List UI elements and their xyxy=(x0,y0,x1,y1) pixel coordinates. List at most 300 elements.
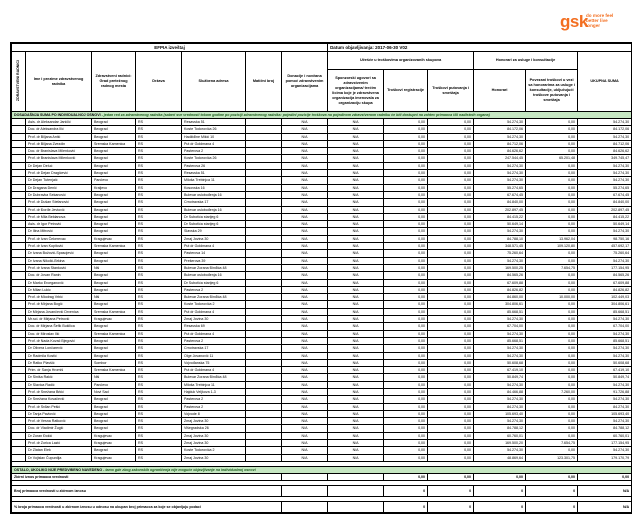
cell-fees: 84.466,88 xyxy=(474,388,526,395)
cell-total: 54.274,30 xyxy=(578,177,632,184)
cell-sponsorship: N/A xyxy=(328,352,384,359)
cell-country: RS xyxy=(136,148,182,155)
cell-name: Prof. dr Mila Bełdanova xyxy=(26,213,92,220)
cell-address: Dr Subotića starijeg 6 xyxy=(182,221,246,228)
cell-travel: 0,00 xyxy=(428,374,474,381)
cell-sponsorship: N/A xyxy=(328,162,384,169)
header-city: Zdravstveni radnici: Grad pretežnog radnog mesta xyxy=(92,52,136,112)
cell-travel: 0,00 xyxy=(428,228,474,235)
cell-travel: 0,00 xyxy=(428,257,474,264)
cell-city: Niš xyxy=(92,264,136,271)
cell-id xyxy=(246,440,282,447)
table-row xyxy=(12,279,632,286)
cell-address: Višegradska 26 xyxy=(182,425,246,432)
cell-donations: N/A xyxy=(282,352,328,359)
cell-name: Dr Mirjana Jovančević Drvenica xyxy=(26,308,92,315)
table-row xyxy=(12,243,632,250)
cell-country: RS xyxy=(136,133,182,140)
cell-city: Beograd xyxy=(92,396,136,403)
cell-id xyxy=(246,381,282,388)
section2-desc: tamo gde zbog zakonskih ograničenja nije moguće objavljivanje na individualnoj osnovi xyxy=(105,467,256,472)
cell-related: 10.000,00 xyxy=(526,294,578,301)
cell-address: Zmaj Jovina 30 xyxy=(182,235,246,242)
cell-sponsorship: N/A xyxy=(328,264,384,271)
cell-related: 0,00 xyxy=(526,184,578,191)
cell-country: RS xyxy=(136,345,182,352)
header-country: Država xyxy=(136,52,182,112)
header-donations: Donacije i novčana pomoć zdravstvenim organizacijama xyxy=(282,52,328,112)
cell-sponsorship: N/A xyxy=(328,279,384,286)
cell-registration: 0,00 xyxy=(384,272,428,279)
cell-registration: 0,00 xyxy=(384,418,428,425)
cell-address: Pasterova 14 xyxy=(182,250,246,257)
cell-sponsorship: N/A xyxy=(328,133,384,140)
cell-total: 91.726,88 xyxy=(578,388,632,395)
header-fees: Honorari xyxy=(474,70,526,112)
cell-name: Asis. dr Igor Petrović xyxy=(26,221,92,228)
cell-fees: 54.274,30 xyxy=(474,170,526,177)
cell-travel: 0,00 xyxy=(428,162,474,169)
cell-travel: 0,00 xyxy=(428,184,474,191)
cell-country: RS xyxy=(136,316,182,323)
cell-related: 0,00 xyxy=(526,140,578,147)
table-row xyxy=(12,257,632,264)
cell-donations: N/A xyxy=(282,177,328,184)
cell-registration: 0,00 xyxy=(384,367,428,374)
cell-donations: N/A xyxy=(282,396,328,403)
cell-donations: N/A xyxy=(282,359,328,366)
cell-donations: N/A xyxy=(282,119,328,126)
cell-related: 0,00 xyxy=(526,221,578,228)
cell-country: RS xyxy=(136,440,182,447)
cell-city: Beograd xyxy=(92,447,136,454)
cell-city: Sremska Kamenica xyxy=(92,330,136,337)
cell-sponsorship: N/A xyxy=(328,148,384,155)
cell-total: 304.806,61 xyxy=(578,301,632,308)
cell-related: 0,00 xyxy=(526,206,578,213)
cell-fees: 54.274,30 xyxy=(474,418,526,425)
cell-related: 0,00 xyxy=(526,177,578,184)
cell-fees: 75.260,64 xyxy=(474,250,526,257)
gsk-logo xyxy=(560,12,622,34)
cell-city: Pančevo xyxy=(92,177,136,184)
cell-travel: 0,00 xyxy=(428,213,474,220)
cell-travel: 0,00 xyxy=(428,119,474,126)
cell-address: Pasterova 2 xyxy=(182,148,246,155)
cell-registration: 0,00 xyxy=(384,301,428,308)
cell-country: RS xyxy=(136,286,182,293)
cell-related: 0,00 xyxy=(526,418,578,425)
cell-city: Beograd xyxy=(92,148,136,155)
cell-registration: 0,00 xyxy=(384,119,428,126)
cell-registration: 0,00 xyxy=(384,279,428,286)
cell-total: 54.274,30 xyxy=(578,228,632,235)
publication-date: Datum objavljivanja: 2017-06-30 V02 xyxy=(328,44,632,52)
cell-address: Zmaj Jovina 30 xyxy=(182,432,246,439)
cell-travel: 0,00 xyxy=(428,221,474,228)
table-row xyxy=(12,235,632,242)
cell-country: RS xyxy=(136,199,182,206)
cell-address: Put dr Goldmana 4 xyxy=(182,308,246,315)
cell-related: 0,00 xyxy=(526,228,578,235)
cell-id xyxy=(246,264,282,271)
table-row xyxy=(12,440,632,447)
cell-registration: 0,00 xyxy=(384,213,428,220)
cell-id xyxy=(246,206,282,213)
cell-sponsorship: N/A xyxy=(328,177,384,184)
cell-name: Prof. dr Nada Kovač Bjegović xyxy=(26,337,92,344)
cell-registration: 0,00 xyxy=(384,396,428,403)
cell-registration: 0,00 xyxy=(384,432,428,439)
table-row xyxy=(12,367,632,374)
cell-address: Bulevar oslobođenja 16 xyxy=(182,191,246,198)
table-row xyxy=(12,323,632,330)
cell-address: Vojvođanska 75 xyxy=(182,359,246,366)
cell-id xyxy=(246,374,282,381)
cell-fees: 67.419,10 xyxy=(474,367,526,374)
cell-travel: 0,00 xyxy=(428,381,474,388)
cell-registration: 0,00 xyxy=(384,440,428,447)
cell-donations: N/A xyxy=(282,148,328,155)
cell-registration: 0,00 xyxy=(384,191,428,198)
cell-donations: N/A xyxy=(282,330,328,337)
table-row xyxy=(12,155,632,162)
cell-fees: 54.274,30 xyxy=(474,316,526,323)
table-row xyxy=(12,119,632,126)
cell-city: Beograd xyxy=(92,170,136,177)
cell-country: RS xyxy=(136,308,182,315)
aggregate-related: 0,00 xyxy=(526,473,578,480)
table-row xyxy=(12,374,632,381)
cell-total: 67.674,45 xyxy=(578,191,632,198)
cell-city: Kragujevac xyxy=(92,235,136,242)
cell-donations: N/A xyxy=(282,235,328,242)
cell-sponsorship: N/A xyxy=(328,243,384,250)
cell-city: Beograd xyxy=(92,403,136,410)
cell-address: Kosovska 16 xyxy=(182,184,246,191)
cell-name: Dr Ratko Plavšić xyxy=(26,359,92,366)
cell-name: Prof. dr Dušan Stefanović xyxy=(26,199,92,206)
cell-total: 67.419,10 xyxy=(578,367,632,374)
count-fees: 0 xyxy=(474,486,526,497)
cell-address: Olge Jovanović 11 xyxy=(182,352,246,359)
cell-sponsorship: N/A xyxy=(328,374,384,381)
cell-sponsorship: N/A xyxy=(328,206,384,213)
cell-sponsorship: N/A xyxy=(328,381,384,388)
cell-related: 0,00 xyxy=(526,374,578,381)
cell-city: Beograd xyxy=(92,206,136,213)
cell-travel: 0,00 xyxy=(428,454,474,461)
cell-address: Slavska 29 xyxy=(182,228,246,235)
cell-sponsorship: N/A xyxy=(328,316,384,323)
cell-sponsorship: N/A xyxy=(328,367,384,374)
cell-city: Beograd xyxy=(92,286,136,293)
count-related: 0 xyxy=(526,486,578,497)
table-row xyxy=(12,359,632,366)
cell-related: 7.654,75 xyxy=(526,440,578,447)
cell-registration: 0,00 xyxy=(384,140,428,147)
cell-related: 0,00 xyxy=(526,345,578,352)
cell-name: Dr Dubravka Sekanović xyxy=(26,191,92,198)
percent-related: 0 xyxy=(526,502,578,513)
cell-fees: 60.760,01 xyxy=(474,432,526,439)
table-row xyxy=(12,301,632,308)
cell-travel: 0,00 xyxy=(428,140,474,147)
report-table xyxy=(11,43,632,513)
cell-fees: 55.274,65 xyxy=(474,184,526,191)
header-related: Povezani troškovi u vezi sa honorarima za usluge i konsultacije, uključujući troškove putovanja i smeštaja xyxy=(526,70,578,112)
cell-related: 0,00 xyxy=(526,308,578,315)
cell-travel: 0,00 xyxy=(428,323,474,330)
header-col1: ZDRAVSTVENI RADNICI xyxy=(12,52,26,112)
cell-related: 0,00 xyxy=(526,352,578,359)
cell-total: 50.849,74 xyxy=(578,374,632,381)
cell-total: 54.274,30 xyxy=(578,162,632,169)
cell-donations: N/A xyxy=(282,140,328,147)
cell-donations: N/A xyxy=(282,308,328,315)
cell-total: 54.274,30 xyxy=(578,133,632,140)
table-row xyxy=(12,191,632,198)
cell-address: Resavska 69 xyxy=(182,323,246,330)
aggregate-fees: 0,00 xyxy=(474,473,526,480)
cell-fees: 84.712,06 xyxy=(474,140,526,147)
cell-country: RS xyxy=(136,155,182,162)
cell-registration: 0,00 xyxy=(384,454,428,461)
cell-country: RS xyxy=(136,184,182,191)
cell-registration: 0,00 xyxy=(384,337,428,344)
cell-id xyxy=(246,250,282,257)
cell-name: Dr Milan Lukic xyxy=(26,286,92,293)
cell-total: 55.274,65 xyxy=(578,184,632,191)
cell-donations: N/A xyxy=(282,337,328,344)
cell-fees: 247.544,45 xyxy=(474,155,526,162)
cell-fees: 54.274,30 xyxy=(474,381,526,388)
cell-id xyxy=(246,126,282,133)
cell-travel: 0,00 xyxy=(428,279,474,286)
cell-fees: 84.840,00 xyxy=(474,199,526,206)
cell-sponsorship: N/A xyxy=(328,294,384,301)
cell-sponsorship: N/A xyxy=(328,330,384,337)
section2-label: OSTALO, UKOLIKO NIJE PREDVIĐENO NAVEDENO xyxy=(14,467,103,472)
cell-sponsorship: N/A xyxy=(328,221,384,228)
cell-id xyxy=(246,301,282,308)
cell-fees: 48.869,64 xyxy=(474,454,526,461)
cell-total: 84.840,00 xyxy=(578,199,632,206)
cell-sponsorship: N/A xyxy=(328,359,384,366)
cell-id xyxy=(246,272,282,279)
cell-id xyxy=(246,316,282,323)
cell-address: Pasterova 2 xyxy=(182,403,246,410)
cell-city: Beograd xyxy=(92,126,136,133)
cell-address: Bulevar Zorana Đinđića 48 xyxy=(182,374,246,381)
cell-donations: N/A xyxy=(282,133,328,140)
cell-country: RS xyxy=(136,323,182,330)
cell-id xyxy=(246,425,282,432)
cell-country: RS xyxy=(136,257,182,264)
cell-country: RS xyxy=(136,170,182,177)
cell-country: RS xyxy=(136,388,182,395)
cell-name: Dr Olivera Lončarević xyxy=(26,345,92,352)
table-row xyxy=(12,272,632,279)
cell-travel: 0,00 xyxy=(428,425,474,432)
cell-donations: N/A xyxy=(282,206,328,213)
cell-id xyxy=(246,221,282,228)
cell-registration: 0,00 xyxy=(384,294,428,301)
cell-registration: 0,00 xyxy=(384,447,428,454)
cell-id xyxy=(246,432,282,439)
cell-id xyxy=(246,228,282,235)
header-sponsorship: Sponzorski ugovori sa zdravstvenim organizacijama/ trećim licima koje je zdravstvena organizacija imenovala za organizaciju skupa xyxy=(328,70,384,112)
cell-id xyxy=(246,286,282,293)
cell-registration: 0,00 xyxy=(384,403,428,410)
cell-related: 0,00 xyxy=(526,162,578,169)
cell-id xyxy=(246,359,282,366)
cell-city: Sombor xyxy=(92,359,136,366)
cell-travel: 0,00 xyxy=(428,432,474,439)
cell-travel: 0,00 xyxy=(428,148,474,155)
cell-total: 84.826,82 xyxy=(578,286,632,293)
cell-total: 179.170,79 xyxy=(578,454,632,461)
cell-total: 105.693,40 xyxy=(578,410,632,417)
cell-name: Prof. dr Srđan Pešić xyxy=(26,403,92,410)
cell-sponsorship: N/A xyxy=(328,345,384,352)
cell-sponsorship: N/A xyxy=(328,257,384,264)
cell-address: Crnotravska 17 xyxy=(182,345,246,352)
cell-sponsorship: N/A xyxy=(328,213,384,220)
cell-city: Kraljevo xyxy=(92,184,136,191)
cell-fees: 67.704,00 xyxy=(474,323,526,330)
cell-id xyxy=(246,323,282,330)
cell-sponsorship: N/A xyxy=(328,454,384,461)
cell-travel: 0,00 xyxy=(428,388,474,395)
cell-donations: N/A xyxy=(282,454,328,461)
cell-name: Prof. dr Biljana Zvezdin xyxy=(26,140,92,147)
cell-country: RS xyxy=(136,410,182,417)
cell-donations: N/A xyxy=(282,170,328,177)
cell-sponsorship: N/A xyxy=(328,272,384,279)
cell-registration: 0,00 xyxy=(384,155,428,162)
cell-donations: N/A xyxy=(282,272,328,279)
cell-donations: N/A xyxy=(282,432,328,439)
cell-country: RS xyxy=(136,367,182,374)
cell-fees: 54.274,30 xyxy=(474,228,526,235)
cell-related: 0,00 xyxy=(526,323,578,330)
cell-city: Beograd xyxy=(92,133,136,140)
cell-city: Sremska Kamenica xyxy=(92,243,136,250)
cell-total: 54.274,30 xyxy=(578,418,632,425)
cell-travel: 0,00 xyxy=(428,294,474,301)
cell-id xyxy=(246,243,282,250)
cell-related: 7.654,75 xyxy=(526,264,578,271)
cell-id xyxy=(246,337,282,344)
cell-city: Beograd xyxy=(92,418,136,425)
cell-city: Beograd xyxy=(92,155,136,162)
cell-sponsorship: N/A xyxy=(328,199,384,206)
cell-related: 0,00 xyxy=(526,425,578,432)
cell-city: Beograd xyxy=(92,119,136,126)
cell-id xyxy=(246,352,282,359)
cell-country: RS xyxy=(136,301,182,308)
cell-address: Put dr Goldmana 4 xyxy=(182,330,246,337)
cell-id xyxy=(246,148,282,155)
cell-address: Zmaj Jovina 30 xyxy=(182,440,246,447)
table-row xyxy=(12,286,632,293)
cell-sponsorship: N/A xyxy=(328,301,384,308)
cell-sponsorship: N/A xyxy=(328,323,384,330)
cell-city: Beograd xyxy=(92,221,136,228)
cell-country: RS xyxy=(136,294,182,301)
cell-id xyxy=(246,367,282,374)
cell-related: 0,00 xyxy=(526,213,578,220)
table-row xyxy=(12,396,632,403)
cell-address: Prešerova 39 xyxy=(182,257,246,264)
cell-country: RS xyxy=(136,425,182,432)
table-row xyxy=(12,425,632,432)
cell-country: RS xyxy=(136,454,182,461)
cell-registration: 0,00 xyxy=(384,235,428,242)
cell-fees: 67.609,88 xyxy=(474,279,526,286)
aggregate-travel: 0,00 xyxy=(428,473,474,480)
cell-travel: 0,00 xyxy=(428,199,474,206)
cell-fees: 50.849,74 xyxy=(474,374,526,381)
cell-city: Beograd xyxy=(92,199,136,206)
count-registration: 0 xyxy=(384,486,428,497)
cell-related: 13.962,04 xyxy=(526,235,578,242)
cell-fees: 169.500,25 xyxy=(474,264,526,271)
cell-country: RS xyxy=(136,374,182,381)
cell-total: 98.750,16 xyxy=(578,235,632,242)
cell-travel: 0,00 xyxy=(428,440,474,447)
cell-address: Bulevar Zorana Đinđića 48 xyxy=(182,264,246,271)
cell-donations: N/A xyxy=(282,213,328,220)
cell-city: Kragujevac xyxy=(92,454,136,461)
cell-sponsorship: N/A xyxy=(328,140,384,147)
cell-city: Kragujevac xyxy=(92,432,136,439)
cell-sponsorship: N/A xyxy=(328,440,384,447)
cell-id xyxy=(246,257,282,264)
cell-total: 54.274,30 xyxy=(578,330,632,337)
cell-sponsorship: N/A xyxy=(328,184,384,191)
cell-sponsorship: N/A xyxy=(328,447,384,454)
cell-registration: 0,00 xyxy=(384,250,428,257)
cell-related: 0,00 xyxy=(526,447,578,454)
cell-sponsorship: N/A xyxy=(328,286,384,293)
cell-related: 0,00 xyxy=(526,432,578,439)
section1-label: DOSADAŠNJA SUMA PO INDIVIDUALNOJ OSNOVI xyxy=(14,113,101,117)
cell-travel: 0,00 xyxy=(428,133,474,140)
table-row xyxy=(12,352,632,359)
cell-address: Koste Todorovića 26 xyxy=(182,155,246,162)
cell-sponsorship: N/A xyxy=(328,228,384,235)
cell-related: 0,00 xyxy=(526,199,578,206)
cell-country: RS xyxy=(136,119,182,126)
cell-related: 0,00 xyxy=(526,337,578,344)
logo-tagline: do more feel better live longer xyxy=(586,13,614,28)
cell-country: RS xyxy=(136,126,182,133)
cell-donations: N/A xyxy=(282,264,328,271)
cell-fees: 84.565,26 xyxy=(474,272,526,279)
cell-related: 0,00 xyxy=(526,148,578,155)
cell-id xyxy=(246,308,282,315)
cell-fees: 54.274,30 xyxy=(474,162,526,169)
table-row xyxy=(12,140,632,147)
table-row xyxy=(12,432,632,439)
cell-name: Dr Tanja Pavlović xyxy=(26,410,92,417)
recipient-rows xyxy=(12,119,632,462)
cell-fees: 50.608,68 xyxy=(474,359,526,366)
cell-total: 54.274,30 xyxy=(578,257,632,264)
cell-total: 84.415,22 xyxy=(578,213,632,220)
